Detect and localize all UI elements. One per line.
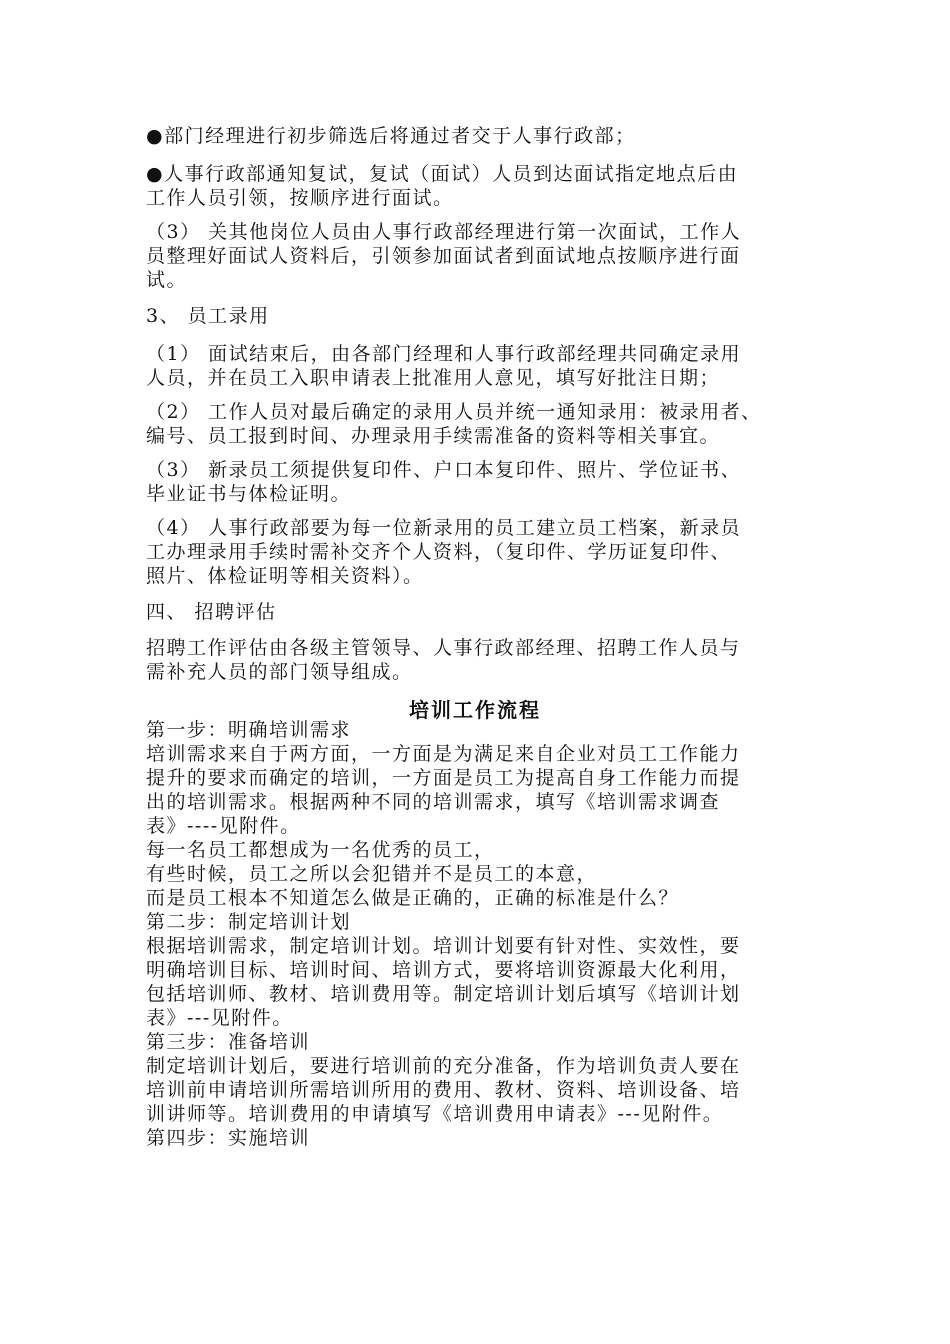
text-line: 工作人员引领，按顺序进行面试。 — [146, 187, 454, 209]
text-line: 人员，并在员工入职申请表上批准用人意见，填写好批注日期； — [146, 367, 721, 389]
text-line: 需补充人员的部门领导组成。 — [146, 661, 413, 683]
step-4-heading: 第四步：实施培训 — [146, 1127, 311, 1149]
heading-employee-hiring — [146, 304, 826, 328]
text-line: 包括培训师、教材、培训费用等。制定培训计划后填写《培训计划 — [146, 983, 741, 1005]
text-line: 照片、体检证明等相关资料）。 — [146, 565, 424, 587]
text-line: （1） 面试结束后，由各部门经理和人事行政部经理共同确定录用 — [146, 343, 742, 365]
text-line: 3、 员工录用 — [146, 305, 270, 327]
text-line: （2） 工作人员对最后确定的录用人员并统一通知录用：被录用者、 — [146, 401, 762, 423]
text-line: 根据培训需求，制定培训计划。培训计划要有针对性、实效性，要 — [146, 935, 741, 957]
text-line: ●部门经理进行初步筛选后将通过者交于人事行政部； — [146, 125, 636, 147]
text-line: 制定培训计划后，要进行培训前的充分准备，作为培训负责人要在 — [146, 1055, 741, 1077]
text-line: 员整理好面试人资料后，引领参加面试者到面试地点按顺序进行面 — [146, 245, 741, 267]
text-line: 培训前申请培训所需培训所用的费用、教材、资料、培训设备、培 — [146, 1079, 741, 1101]
item-3-paragraph — [146, 220, 826, 292]
hire-item-1 — [146, 342, 826, 390]
bullet-paragraph-2 — [146, 162, 826, 210]
text-line: （3） 新录员工须提供复印件、户口本复印件、照片、学位证书、 — [146, 459, 742, 481]
hire-item-2 — [146, 400, 826, 448]
text-line: 表》----见附件。 — [146, 815, 301, 837]
text-line: （3） 关其他岗位人员由人事行政部经理进行第一次面试，工作人 — [146, 221, 742, 243]
heading-recruitment-evaluation — [146, 600, 826, 624]
text-line: 训讲师等。培训费用的申请填写《培训费用申请表》---见附件。 — [146, 1103, 724, 1125]
text-line: 编号、员工报到时间、办理录用手续需准备的资料等相关事宜。 — [146, 425, 721, 447]
hire-item-4 — [146, 516, 826, 588]
step-3-heading: 第三步：准备培训 — [146, 1031, 311, 1053]
text-line: 明确培训目标、培训时间、培训方式，要将培训资源最大化利用， — [146, 959, 741, 981]
text-line: 四、 招聘评估 — [146, 601, 277, 623]
text-line: （4） 人事行政部要为每一位新录用的员工建立员工档案，新录员 — [146, 517, 742, 539]
text-line: 招聘工作评估由各级主管领导、人事行政部经理、招聘工作人员与 — [146, 637, 741, 659]
text-line: 试。 — [146, 269, 188, 291]
training-title: 培训工作流程 — [409, 698, 541, 722]
text-line: 每一名员工都想成为一名优秀的员工， — [146, 839, 495, 861]
text-line: 表》---见附件。 — [146, 1007, 293, 1029]
text-line: 工办理录用手续时需补交齐个人资料，（复印件、学历证复印件、 — [146, 541, 732, 563]
step-2-heading: 第二步：制定培训计划 — [146, 911, 352, 933]
training-body — [146, 718, 826, 1150]
hire-item-3 — [146, 458, 826, 506]
evaluation-paragraph — [146, 636, 826, 684]
text-line: 有些时候，员工之所以会犯错并不是员工的本意， — [146, 863, 598, 885]
text-line: 而是员工根本不知道怎么做是正确的，正确的标准是什么？ — [146, 887, 680, 909]
text-line: 提升的要求而确定的培训，一方面是员工为提高自身工作能力而提 — [146, 767, 741, 789]
text-line: 毕业证书与体检证明。 — [146, 483, 352, 505]
text-line: 出的培训需求。根据两种不同的培训需求，填写《培训需求调查 — [146, 791, 721, 813]
text-line: ●人事行政部通知复试，复试（面试）人员到达面试指定地点后由 — [146, 163, 739, 185]
step-1-heading: 第一步：明确培训需求 — [146, 719, 352, 741]
text-line: 培训需求来自于两方面，一方面是为满足来自企业对员工工作能力 — [146, 743, 741, 765]
bullet-paragraph-1 — [146, 124, 826, 148]
